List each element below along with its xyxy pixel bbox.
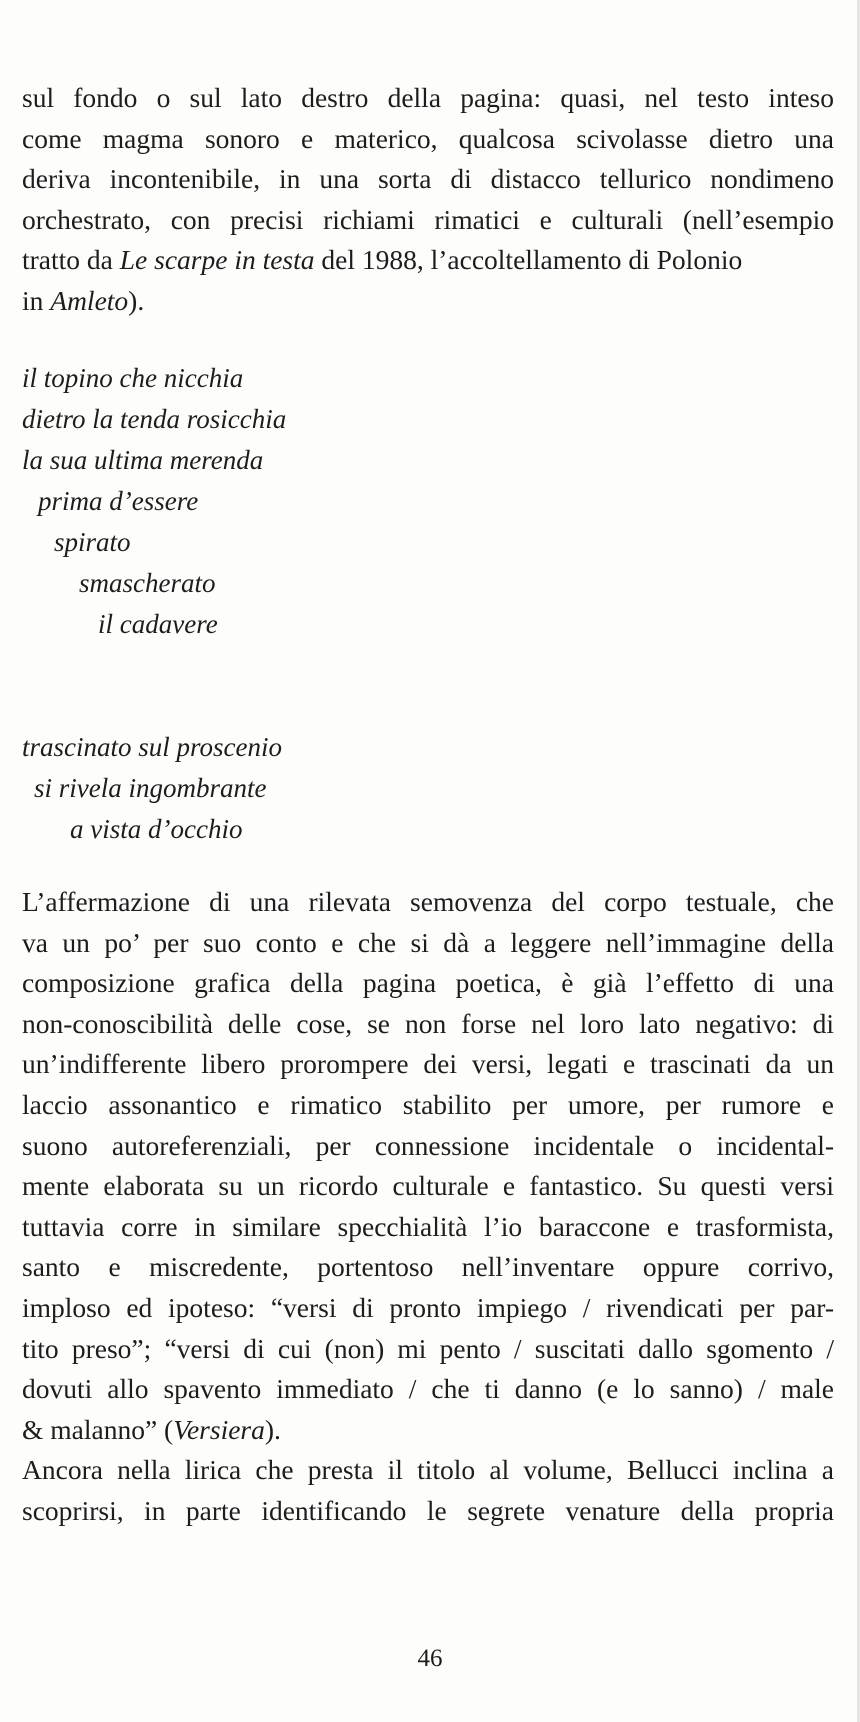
text-line: dovuti allo spavento immediato / che ti danno (e lo sanno) / male [22, 1373, 834, 1405]
text-line: santo e miscredente, portentoso nell’inventare oppure corrivo, [22, 1251, 834, 1283]
text-line: laccio assonantico e rimatico stabilito per umore, per rumore e [22, 1088, 834, 1120]
poem-line: spirato [54, 527, 131, 557]
book-title: Le scarpe in testa [119, 244, 315, 276]
text-line: tratto da Le scarpe in testa del 1988, l’accoltellamento di Polonio [22, 244, 743, 276]
paragraph-1 [22, 78, 834, 322]
page-number: 46 [417, 1645, 443, 1672]
text-line: un’indifferente libero prorompere dei versi, legati e trascinati da un [22, 1048, 834, 1080]
poem-line: smascherato [79, 568, 216, 598]
text-line: mente elaborata su un ricordo culturale e fantastico. Su questi versi [22, 1170, 834, 1202]
text-line: tito preso”; “versi di cui (non) mi pento / suscitati dallo sgomento / [22, 1332, 834, 1364]
text-line: composizione grafica della pagina poetica, è già l’effetto di una [22, 967, 834, 999]
text-line: scoprirsi, in parte identificando le segrete venature della propria [22, 1494, 834, 1526]
text-line: orchestrato, con precisi richiami rimatici e culturali (nell’esempio [22, 203, 834, 235]
text-line: sul fondo o sul lato destro della pagina: quasi, nel testo inteso [22, 82, 834, 113]
text-line: non-conoscibilità delle cose, se non forse nel loro lato negativo: di [22, 1007, 834, 1039]
poem-line: la sua ultima merenda [22, 445, 264, 475]
poem-line: prima d’essere [38, 486, 199, 516]
paragraph-2 [22, 882, 834, 1532]
poem-line: trascinato sul proscenio [22, 732, 282, 762]
poem-line: si rivela ingombrante [34, 773, 267, 803]
poem-line: il topino che nicchia [22, 363, 244, 393]
work-title: Versiera [173, 1413, 265, 1445]
text-line: tuttavia corre in similare specchialità l’io baraccone e trasformista, [22, 1210, 834, 1242]
work-title: Amleto [50, 284, 129, 316]
text-line: va un po’ per suo conto e che si dà a leggere nell’immagine della [22, 926, 834, 958]
poem-line: a vista d’occhio [70, 814, 243, 844]
text-line: Ancora nella lirica che presta il titolo al volume, Bellucci inclina a [22, 1454, 834, 1486]
text-line: come magma sonoro e materico, qualcosa scivolasse dietro una [22, 122, 834, 154]
poem-line: il cadavere [98, 609, 218, 639]
text-line: in Amleto). [22, 284, 145, 316]
text-line: imploso ed ipoteso: “versi di pronto impiego / rivendicati per par- [22, 1291, 834, 1323]
poem-line: dietro la tenda rosicchia [22, 404, 287, 434]
text-line: suono autoreferenziali, per connessione incidentale o incidental- [22, 1129, 834, 1161]
text-line: & malanno” (Versiera). [22, 1413, 281, 1445]
text-line: L’affermazione di una rilevata semovenza del corpo testuale, che [22, 886, 834, 917]
text-line: deriva incontenibile, in una sorta di distacco tellurico nondimeno [22, 163, 834, 195]
